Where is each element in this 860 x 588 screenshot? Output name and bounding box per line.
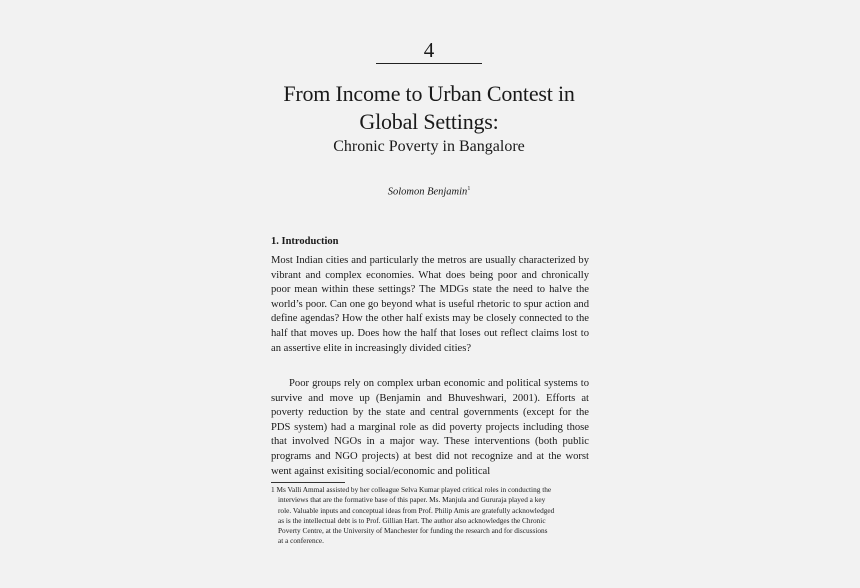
footnote-line: as is the intellectual debt is to Prof. Gillian Hart. The author also acknowledges the Chronic [278,515,546,525]
footnote-line: role. Valuable inputs and conceptual ideas from Prof. Philip Amis are gratefully acknowledged [278,505,555,515]
paragraph-2: Poor groups rely on complex urban economic and political systems to survive and move up (Benjamin and Bhuveshwari, 2001). Efforts at poverty reduction by the state and central governments (except for the PDS system) had a marginal role as did poverty projects including those that involved NGOs in a major way. These interventions (both public programs and NGO projects) at best did not recognize and at the worst went against exisiting social/economic and political [271,378,589,477]
chapter-title-line-2: Global Settings: [359,109,499,134]
footnote-line: at a conference. [278,536,324,546]
chapter-title-line-1: From Income to Urban Contest in [283,81,575,106]
footnote [271,485,589,547]
footnote-line: Poverty Centre, at the University of Manchester for funding the research and for discussions [278,526,548,536]
footnote-line: 1 Ms Valli Ammal assisted by her colleague Selva Kumar played critical roles in conducting the [271,485,552,494]
author-name: Solomon Benjamin [387,186,468,198]
footnote-line: interviews that are the formative base of this paper. Ms. Manjula and Gururaja played a key [278,495,546,505]
footnote-divider [271,482,345,483]
author-line [230,182,628,200]
chapter-subtitle: Chronic Poverty in Bangalore [333,138,525,155]
chapter-title [230,80,628,136]
section-heading: 1. Introduction [271,236,339,247]
author-footnote-marker: 1 [467,186,471,192]
paragraph-1: Most Indian cities and particularly the metros are usually characterized by vibrant and complex economies. What does being poor and chronically poor mean within these settings? The MDGs state the need to halve the world’s poor. Can one go beyond what is useful rhetoric to spur action and define agendas? How the other half exists may be closely connected to the half that moves up. Does how the half that loses out reflect claims lost to an assertive elite in increasingly divided cities? [271,255,589,354]
chapter-number: 4 [376,38,482,64]
